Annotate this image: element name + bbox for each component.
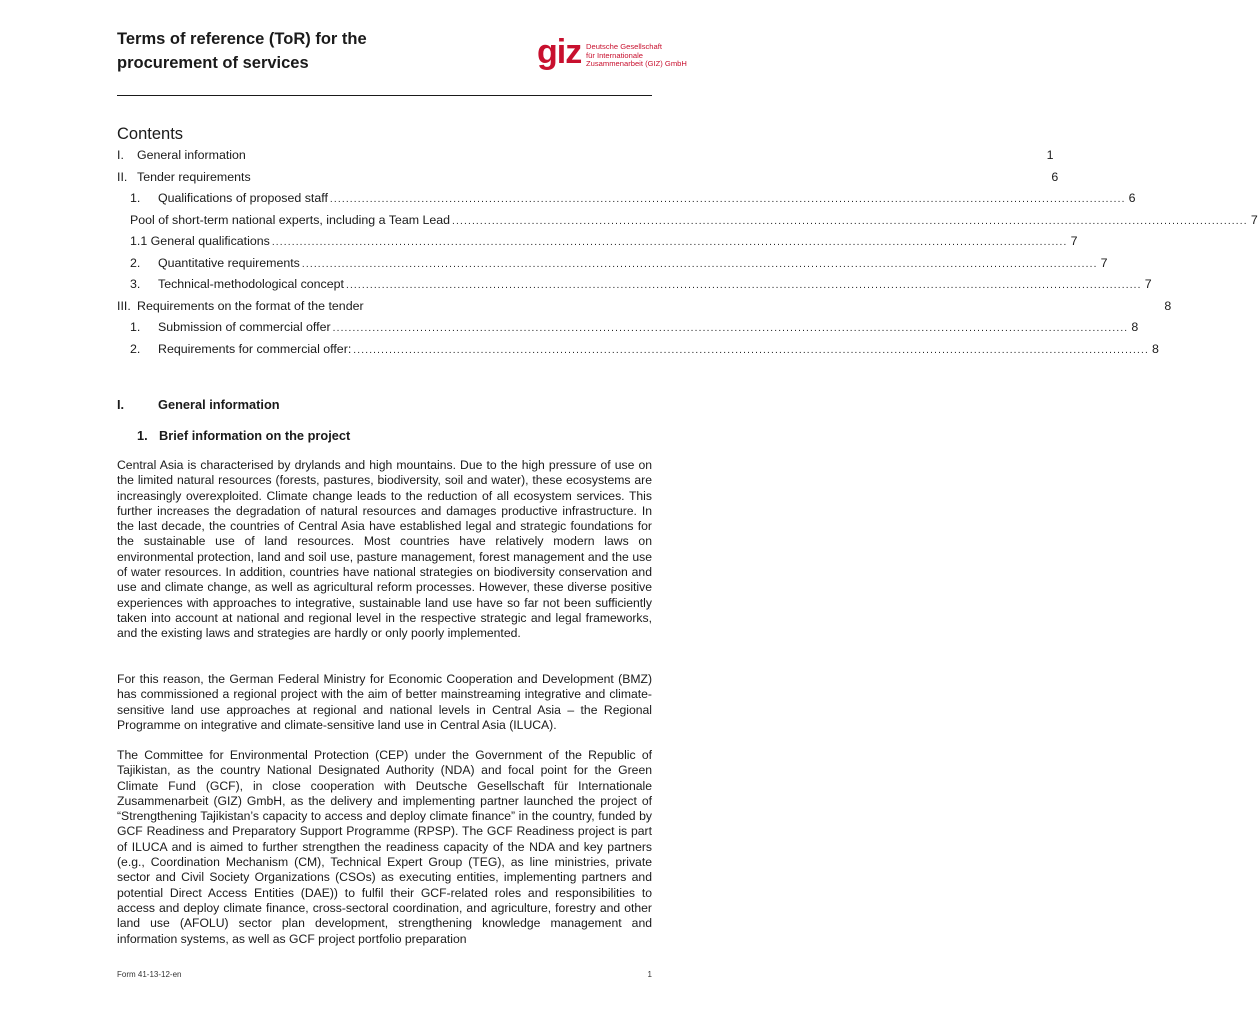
toc-entry-number: 1. [130,191,141,205]
toc-entry[interactable] [117,188,1136,210]
toc-entry-number: III. [117,298,131,313]
header-divider [117,95,652,96]
toc-entry-page: 7 [1070,234,1078,248]
body-paragraph: Central Asia is characterised by drylands and high mountains. Due to the high pressure of use on the limited natural resources (forests, pastures, biodiversity, soil and water), these ecosystems are increasingly overexploited. Climate change leads to the reduction of all ecosystem services. This further increases the degradation of natural resources and damages productive infrastructure. In the last decade, the countries of Central Asia have established legal and strategic foundations for the sustainable use of land resources. Most countries have relatively modern laws on environmental protection, land and soil use, pasture management, forest management and the use of water resources. In addition, countries have national strategies on biodiversity conservation and use and climate change, as well as agricultural reform processes. However, these diverse positive experiences with approaches to integrative, sustainable land use have so far not been sufficiently taken into account at national and regional level in the respective strategic and legal frameworks, and the existing laws and strategies are hardly or only poorly implemented. [117,458,652,641]
title-line-2: procurement of services [117,54,309,72]
toc-entry-number: 3. [130,277,141,291]
toc-leader: ........................................................................................................................................................................................................ [345,280,1142,291]
toc-entry[interactable] [117,210,1258,232]
footer-form-number: Form 41-13-12-en [117,970,182,979]
giz-logo-mark: giz [537,33,582,71]
toc-leader: ........................................................................................................................................................................................................ [271,237,1068,248]
toc-entry-text: Technical-methodological concept [158,277,344,291]
toc-entry-text: Submission of commercial offer [158,320,331,334]
logo-line-1: Deutsche Gesellschaft [586,42,662,51]
giz-logo [537,33,687,75]
toc-entry-page: 1 [1046,148,1054,162]
toc-entry-page: 8 [1164,298,1172,313]
giz-logo-text [586,43,687,69]
toc-entry-number: II. [117,169,128,184]
toc-leader: ........................................................................................................................................................................................................ [452,215,1248,227]
toc-entry-text: Requirements on the format of the tender [137,298,364,313]
toc-entry-text: Qualifications of proposed staff [158,191,328,205]
section-title: General information [158,397,280,412]
toc-entry-page: 6 [1128,191,1136,205]
toc-entry[interactable] [117,339,1159,361]
toc-entry-page: 8 [1131,320,1139,334]
toc-entry[interactable] [117,274,1152,296]
title-line-1: Terms of reference (ToR) for the [117,30,367,48]
toc-leader: ........................................................................................................................................................................................................ [329,194,1126,205]
toc-entry-page: 7 [1100,255,1108,270]
toc-leader: ........................................................................................................................................................................................................ [332,323,1129,334]
logo-line-2: für Internationale [586,50,643,60]
toc-entry-text: Tender requirements [137,169,251,184]
contents-heading: Contents [117,125,184,143]
footer-page-number: 1 [647,970,652,979]
toc-entry[interactable] [117,253,1108,275]
toc-entry-number: 2. [130,255,141,270]
toc-entry-text: 1.1 General qualifications [130,234,270,248]
table-of-contents [117,145,1258,360]
toc-entry-text: Quantitative requirements [158,255,300,270]
toc-entry[interactable] [117,317,1139,339]
body-paragraph: The Committee for Environmental Protection (CEP) under the Government of the Republic of Tajikistan, as the country National Designated Authority (NDA) and focal point for the Green Climate Fund (GCF), in close cooperation with Deutsche Gesellschaft für Internationale Zusammenarbeit (GIZ) GmbH, as the delivery and implementing partner launched the project of “Strengthening Tajikistan’s capacity to access and deploy climate finance” in the country, funded by GCF Readiness and Preparatory Support Programme (RPSP). The GCF Readiness project is part of ILUCA and is aimed to further strengthen the readiness capacity of the NDA and key partners (e.g., Coordination Mechanism (CM), Technical Expert Group (TEG), as line ministries, private sector and Civil Society Organizations (CSOs) as executing entities, implementing partners and potential Direct Access Entities (DAE)) to fulfil their GCF-related roles and responsibilities to access and deploy climate finance, cross-sectoral coordination, and agriculture, forestry and other land use (AFOLU) sector plan development, strengthening knowledge management and information systems, as well as GCF project portfolio preparation [117,748,652,946]
toc-entry-page: 7 [1250,212,1258,227]
toc-entry[interactable] [117,231,1078,253]
section-number: I. [117,397,125,412]
toc-leader: ........................................................................................................................................................................................................ [301,258,1098,270]
toc-entry-text: Pool of short-term national experts, including a Team Lead [130,212,451,227]
section-heading [117,397,280,412]
subsection-heading [137,428,350,443]
toc-entry-page: 6 [1051,169,1059,184]
toc-leader: ........................................................................................................................................................................................................ [353,344,1149,356]
toc-entry-text: Requirements for commercial offer: [158,341,352,356]
toc-entry-number: 2. [130,341,141,356]
toc-entry-page: 7 [1144,277,1152,291]
toc-entry[interactable] [117,145,1054,167]
toc-entry[interactable] [117,167,1059,189]
logo-line-3: Zusammenarbeit (GIZ) GmbH [586,59,687,69]
toc-entry-number: I. [117,148,124,162]
toc-entry-number: 1. [130,320,141,334]
document-title [117,27,447,75]
toc-entry-text: General information [137,148,246,162]
toc-entry[interactable] [117,296,1172,318]
subsection-number: 1. [137,428,148,443]
toc-entry-page: 8 [1152,341,1159,356]
subsection-title: Brief information on the project [159,428,351,443]
body-paragraph: For this reason, the German Federal Ministry for Economic Cooperation and Development (BMZ) has commissioned a regional project with the aim of better mainstreaming integrative and climate-sensitive land use approaches at regional and national levels in Central Asia – the Regional Programme on integrative and climate-sensitive land use in Central Asia (ILUCA). [117,672,652,732]
